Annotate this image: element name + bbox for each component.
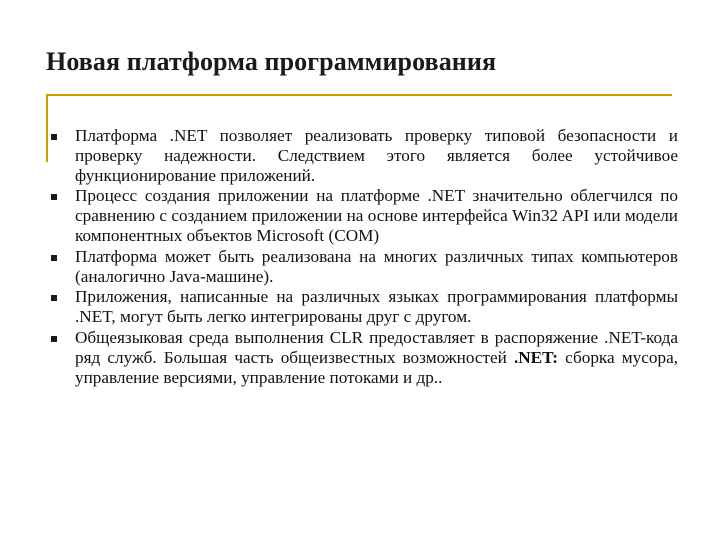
bullet-item — [46, 247, 678, 287]
bullet-list — [46, 126, 678, 388]
bullet-text: Платформа может быть реализована на многих различных типах компьютеров (аналогично Java-машине). — [75, 246, 678, 286]
bullet-item — [46, 126, 678, 185]
square-bullet-icon — [51, 295, 57, 301]
title-underline-rule — [46, 94, 672, 96]
bullet-text-bold: .NET: — [513, 347, 559, 367]
bullet-text: Приложения, написанные на различных языках программирования платформы .NET, могут быть легко интегрированы друг с другом. — [75, 287, 678, 327]
bullet-text: Процесс создания приложении на платформе .NET значительно облегчился по сравнению с созданием приложении на основе интерфейса Win32 API или модели компонентных объектов Microsoft (COM) — [75, 186, 678, 245]
bullet-text-part: Общеязыковая среда выполнения CLR предоставляет в распоряжение .NET-кода ряд служб. Большая часть общеизвестных возможностей — [75, 327, 678, 367]
square-bullet-icon — [51, 336, 57, 342]
square-bullet-icon — [51, 255, 57, 261]
slide-title: Новая платформа программирования — [46, 47, 497, 76]
bullet-text: Платформа .NET позволяет реализовать проверку типовой безопасности и проверку надежности. Следствием этого является более устойчивое функционирование приложений. — [75, 126, 678, 185]
bullet-item — [46, 186, 678, 245]
bullet-text-part: сборка мусора, управление версиями, управление потоками и др.. — [75, 347, 678, 387]
bullet-item — [46, 328, 678, 387]
bullet-text — [75, 328, 678, 387]
bullet-item — [46, 287, 678, 327]
square-bullet-icon — [51, 134, 57, 140]
square-bullet-icon — [51, 194, 57, 200]
